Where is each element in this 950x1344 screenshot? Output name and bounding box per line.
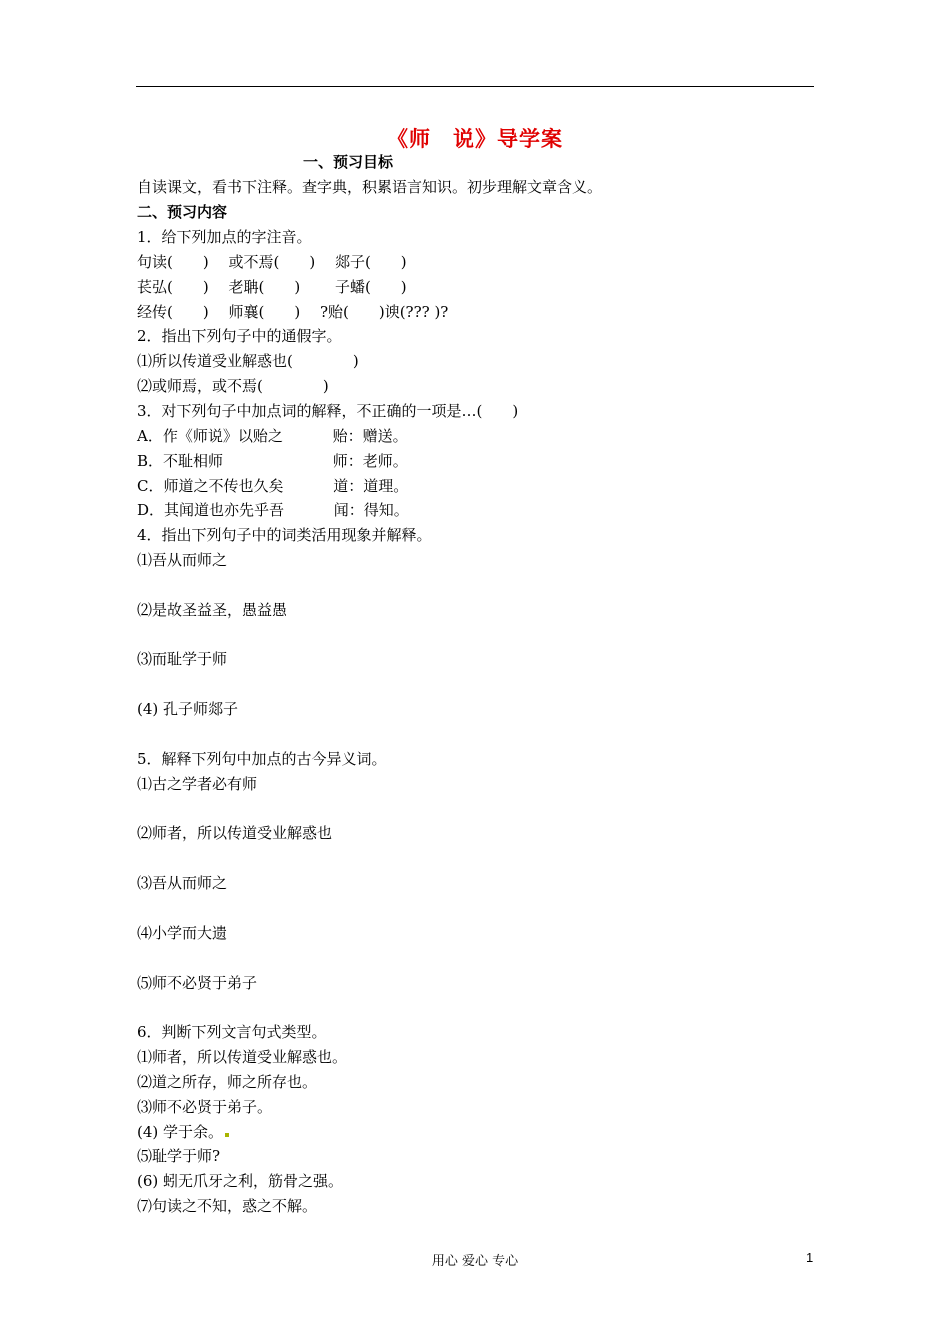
content-line: ⑸师不必贤于弟子 [137, 973, 258, 992]
content-line: ⑷小学而大遗 [137, 923, 228, 942]
content-line: 4．指出下列句子中的词类活用现象并解释。 [137, 526, 432, 545]
page-title: 《师 说》导学案 [387, 127, 563, 151]
content-line: D．其闻道也亦先乎吾 闻：得知。 [137, 501, 409, 520]
footer-text: 用心 爱心 专心 [431, 1254, 519, 1269]
content-line: ⑶吾从而师之 [137, 874, 228, 893]
content-line: (6) 蚓无爪牙之利，筋骨之强。 [137, 1172, 344, 1191]
content-line: (4) 孔子师郯子 [137, 700, 239, 719]
content-line: ⑴所以传道受业解惑也( ) [137, 352, 359, 371]
content-line: 经传( ) 师襄( ) ?贻( )谀(??? )? [137, 302, 449, 321]
section1-text: 自读课文，看书下注释。查字典，积累语言知识。初步理解文章含义。 [137, 178, 603, 196]
content-line: ⑴古之学者必有师 [137, 774, 258, 793]
content-line: B．不耻相师 师：老师。 [137, 451, 408, 470]
content-line: 3．对下列句子中加点词的解释，不正确的一项是…( ) [137, 401, 519, 420]
content-line: ⑵师者，所以传道受业解惑也 [137, 824, 333, 843]
content-line: ⑶师不必贤于弟子。 [137, 1097, 273, 1116]
content-line: A．作《师说》以贻之 贻：赠送。 [137, 426, 408, 445]
content-line: ⑵是故圣益圣，愚益愚 [137, 600, 288, 619]
content-line: 5．解释下列句中加点的古今异义词。 [137, 749, 387, 768]
content-line: 1．给下列加点的字注音。 [137, 228, 312, 246]
content-line: 6．判断下列文言句式类型。 [137, 1023, 327, 1042]
content-line: ⑴师者，所以传道受业解惑也。 [137, 1048, 348, 1067]
page-number: 1 [806, 1250, 814, 1265]
content-line: C．师道之不传也久矣 道：道理。 [137, 476, 409, 495]
marker-dot [225, 1133, 229, 1137]
content-line: ⑸耻学于师? [137, 1147, 221, 1166]
content-line: ⑶而耻学于师 [137, 650, 228, 669]
content-line: ⑵道之所存，师之所存也。 [137, 1072, 318, 1091]
section2-heading: 二、预习内容 [137, 203, 228, 221]
header-rule [136, 86, 814, 87]
content-line: ⑺句读之不知，惑之不解。 [137, 1197, 318, 1216]
content-line: ⑵或师焉，或不焉( ) [137, 377, 329, 396]
content-line: 句读( ) 或不焉( ) 郯子( ) [137, 252, 407, 271]
content-line: 苌弘( ) 老聃( ) 子蟠( ) [137, 277, 407, 296]
section1-heading: 一、预习目标 [303, 153, 394, 171]
content-line: 2．指出下列句子中的通假字。 [137, 327, 342, 346]
content-line: (4) 学于余。 [137, 1122, 229, 1142]
content-line: ⑴吾从而师之 [137, 551, 228, 570]
